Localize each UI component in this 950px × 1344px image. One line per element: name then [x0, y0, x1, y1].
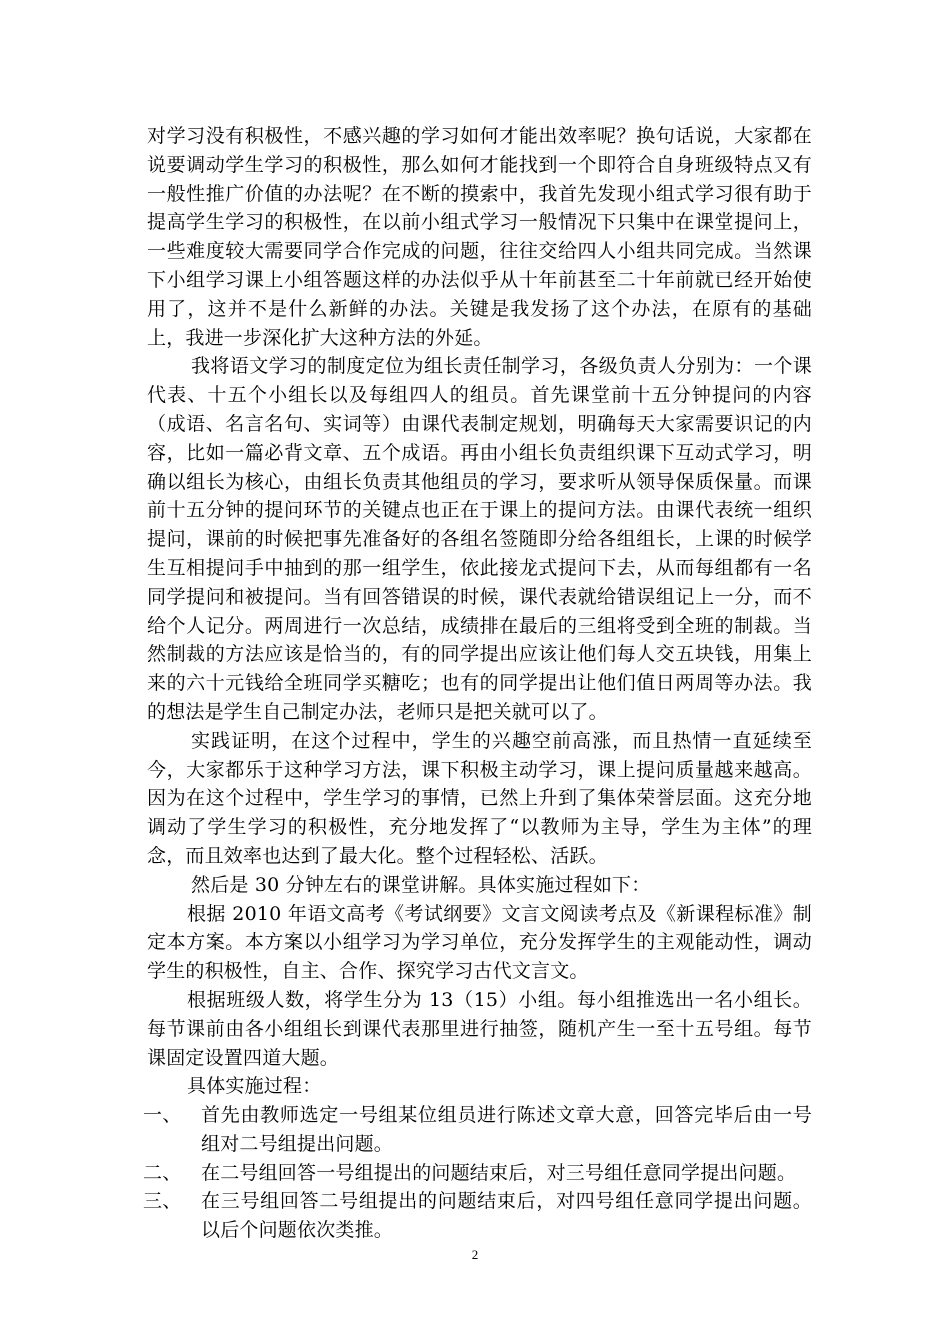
- page-number: 2: [471, 1247, 479, 1262]
- list-item-text: 首先由教师选定一号组某位组员进行陈述文章大意，回答完毕后由一号组对二号组提出问题。: [201, 1104, 812, 1155]
- paragraph-intro: 对学习没有积极性，不感兴趣的学习如何才能出效率呢？换句话说，大家都在说要调动学生学习的积极性，那么如何才能找到一个即符合自身班级特点又有一般性推广价值的办法呢？在不断的摸索中，我首先发现小组式学习很有助于提高学生学习的积极性，在以前小组式学习一般情况下只集中在课堂提问上，一些难度较大需要同学合作完成的问题，往往交给四人小组共同完成。当然课下小组学习课上小组答题这样的办法似乎从十年前甚至二十年前就已经开始使用了，这并不是什么新鲜的办法。关键是我发扬了这个办法，在原有的基础上，我进一步深化扩大这种方法的外延。: [147, 125, 812, 349]
- paragraph-process-heading: 具体实施过程：: [187, 1075, 322, 1098]
- document-body: [143, 122, 812, 1245]
- paragraph-grouping: 根据班级人数，将学生分为 13（15）小组。每小组推选出一名小组长。每节课前由各小组组长到课代表那里进行抽签，随机产生一至十五号组。每节课固定设置四道大题。: [147, 988, 812, 1069]
- list-item-step-3: [143, 1187, 812, 1245]
- list-item-text: 在三号组回答二号组提出的问题结束后，对四号组任意同学提出问题。以后个问题依次类推。: [201, 1190, 812, 1242]
- paragraph-lecture: 然后是 30 分钟左右的课堂讲解。具体实施过程如下：: [191, 873, 651, 896]
- paragraph-results: 实践证明，在这个过程中，学生的兴趣空前高涨，而且热情一直延续至今，大家都乐于这种学习方法，课下积极主动学习，课上提问质量越来越高。因为在这个过程中，学生学习的事情，已然上升到了集体荣誉层面。这充分地调动了学生学习的积极性，充分地发挥了“以教师为主导，学生为主体”的理念，而且效率也达到了最大化。整个过程轻松、活跃。: [147, 729, 812, 867]
- list-item-step-2: [143, 1159, 812, 1188]
- list-item-text: 在二号组回答一号组提出的问题结束后，对三号组任意同学提出问题。: [201, 1161, 797, 1184]
- paragraph-basis: 根据 2010 年语文高考《考试纲要》文言文阅读考点及《新课程标准》制定本方案。本方案以小组学习为学习单位，充分发挥学生的主观能动性，调动学生的积极性，自主、合作、探究学习古代文言文。: [147, 902, 812, 983]
- list-marker: 三、: [143, 1190, 182, 1213]
- list-item-step-1: [143, 1101, 812, 1159]
- list-marker: 一、: [143, 1104, 182, 1127]
- list-marker: 二、: [143, 1161, 182, 1184]
- paragraph-group-system: 我将语文学习的制度定位为组长责任制学习，各级负责人分别为：一个课代表、十五个小组长以及每组四人的组员。首先课堂前十五分钟提问的内容（成语、名言名句、实词等）由课代表制定规划，明确每天大家需要识记的内容，比如一篇必背文章、五个成语。再由小组长负责组织课下互动式学习，明确以组长为核心，由组长负责其他组员的学习，要求听从领导保质保量。而课前十五分钟的提问环节的关键点也正在于课上的提问方法。由课代表统一组织提问，课前的时候把事先准备好的各组名签随即分给各组组长，上课的时候学生互相提问手中抽到的那一组学生，依此接龙式提问下去，从而每组都有一名同学提问和被提问。当有回答错误的时候，课代表就给错误组记上一分，而不给个人记分。两周进行一次总结，成绩排在最后的三组将受到全班的制裁。当然制裁的方法应该是恰当的，有的同学提出应该让他们每人交五块钱，用集上来的六十元钱给全班同学买糖吃；也有的同学提出让他们值日两周等办法。我的想法是学生自己制定办法，老师只是把关就可以了。: [147, 355, 812, 723]
